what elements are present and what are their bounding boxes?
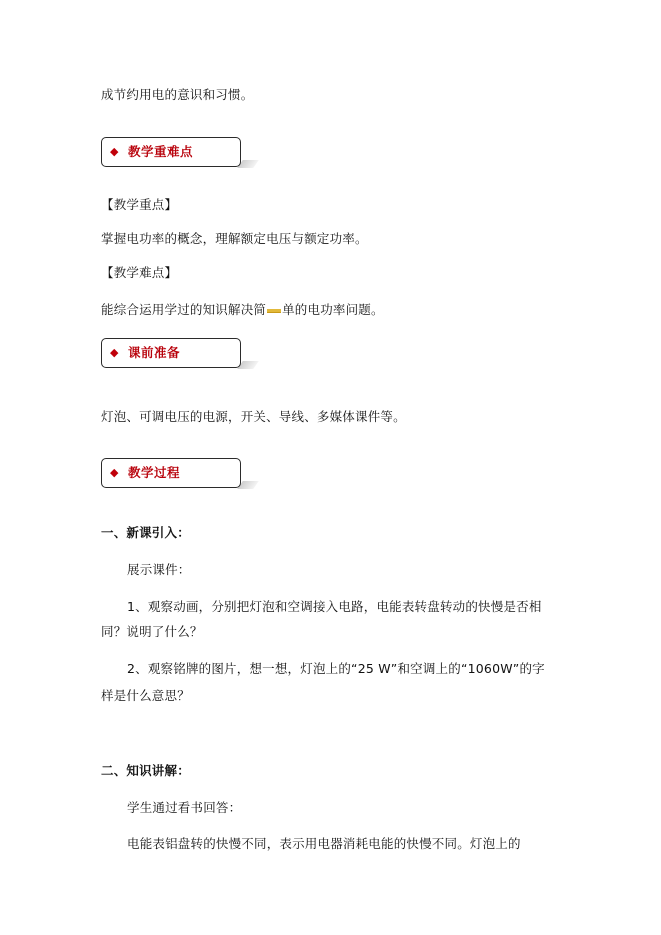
focus-heading: 【教学重点】 <box>101 197 178 212</box>
section-header-key-points <box>101 137 241 167</box>
section-header-process <box>101 458 241 488</box>
part1-intro: 展示课件： <box>127 562 191 577</box>
diamond-icon: ◆ <box>110 466 119 479</box>
part2-intro: 学生通过看书回答： <box>127 800 242 815</box>
preparation-text: 灯泡、可调电压的电源，开关、导线、多媒体课件等。 <box>101 409 406 424</box>
difficulty-text-part2: 单的电功率问题。 <box>282 302 384 317</box>
section-title: 课前准备 <box>128 345 181 360</box>
highlight-mark-icon <box>267 309 281 313</box>
intro-tail-text: 成节约用电的意识和习惯。 <box>101 87 254 102</box>
item1-line2: 同？说明了什么？ <box>101 624 203 639</box>
diamond-icon: ◆ <box>110 145 119 158</box>
section-title: 教学重难点 <box>128 144 194 159</box>
section-header-preparation <box>101 338 241 368</box>
section-title: 教学过程 <box>128 465 181 480</box>
part1-heading: 一、新课引入： <box>101 525 190 540</box>
focus-text: 掌握电功率的概念，理解额定电压与额定功率。 <box>101 231 368 246</box>
difficulty-text <box>101 302 384 318</box>
item2-line2: 样是什么意思？ <box>101 688 190 703</box>
part2-heading: 二、知识讲解： <box>101 763 190 778</box>
item1-line1: 1、观察动画，分别把灯泡和空调接入电路，电能表转盘转动的快慢是否相 <box>127 599 542 614</box>
difficulty-heading: 【教学难点】 <box>101 265 178 280</box>
difficulty-text-part1: 能综合运用学过的知识解决简 <box>101 302 267 317</box>
item2-line1: 2、观察铭牌的图片，想一想，灯泡上的“25 W”和空调上的“1060W”的字 <box>127 661 545 676</box>
part2-line1: 电能表铝盘转的快慢不同，表示用电器消耗电能的快慢不同。灯泡上的 <box>127 836 521 851</box>
diamond-icon: ◆ <box>110 346 119 359</box>
